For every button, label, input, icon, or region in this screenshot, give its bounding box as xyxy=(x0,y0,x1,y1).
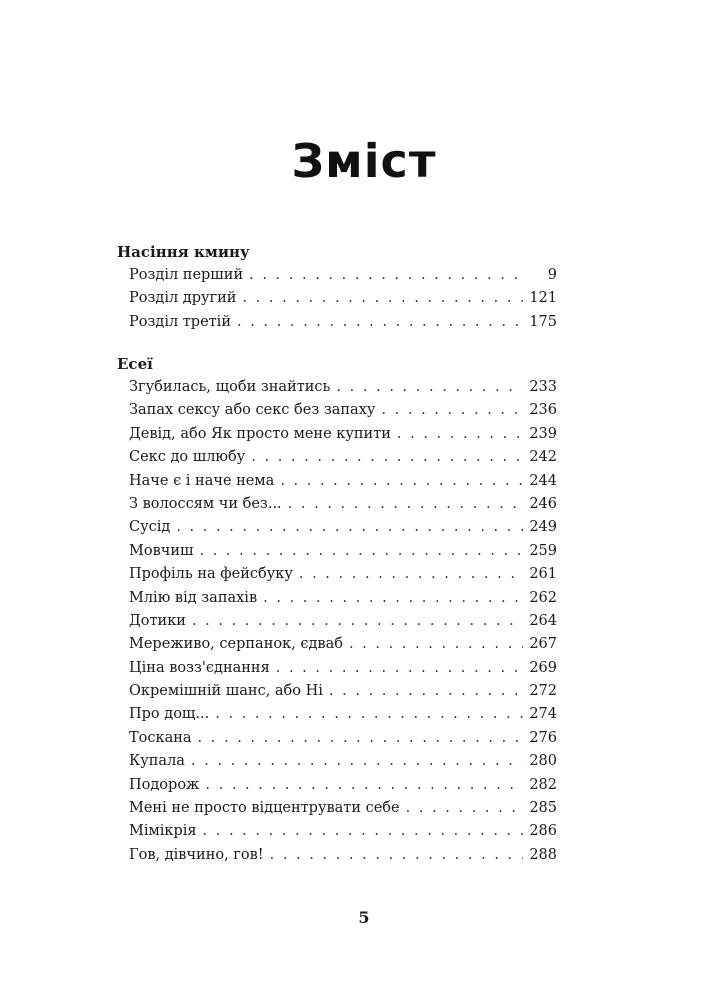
entry-title: Окремішній шанс, або Ні xyxy=(129,683,323,700)
entry-page: 285 xyxy=(529,800,557,817)
toc-entry xyxy=(129,376,557,399)
entry-page: 249 xyxy=(529,519,557,536)
page-number: 5 xyxy=(358,908,370,927)
entry-page: 262 xyxy=(529,589,557,606)
entry-title: Сусід xyxy=(129,519,171,536)
toc-entry xyxy=(129,774,557,797)
toc-entry xyxy=(129,516,557,539)
toc-entry xyxy=(129,750,557,773)
dot-leader xyxy=(263,587,523,610)
toc-entry xyxy=(129,399,557,422)
dot-leader xyxy=(280,470,523,493)
dot-leader xyxy=(176,516,523,539)
entry-title: Тоскана xyxy=(129,729,192,746)
entry-title: Мовчиш xyxy=(129,542,194,559)
entry-page: 286 xyxy=(529,823,557,840)
dot-leader xyxy=(198,727,523,750)
dot-leader xyxy=(299,563,523,586)
entry-page: 246 xyxy=(529,495,557,512)
dot-leader xyxy=(397,423,523,446)
entry-page: 259 xyxy=(529,542,557,559)
toc-entry xyxy=(129,680,557,703)
entry-page: 269 xyxy=(529,659,557,676)
dot-leader xyxy=(205,774,523,797)
entry-title: Мімікрія xyxy=(129,823,197,840)
toc-entry xyxy=(129,633,557,656)
entry-title: Згубилась, щоби знайтись xyxy=(129,379,331,395)
section-heading: Есеї xyxy=(117,355,153,373)
dot-leader xyxy=(249,264,523,287)
section-heading: Насіння кмину xyxy=(117,243,250,261)
dot-leader xyxy=(203,820,523,843)
toc-entry xyxy=(129,703,557,726)
entry-page: 261 xyxy=(529,566,557,583)
entry-page: 233 xyxy=(529,379,557,395)
entry-title: Наче є і наче нема xyxy=(129,472,275,489)
dot-leader xyxy=(199,540,523,563)
dot-leader xyxy=(242,287,523,310)
dot-leader xyxy=(192,610,523,633)
dot-leader xyxy=(349,633,523,656)
toc-entry xyxy=(129,844,557,867)
entry-title: Про дощ... xyxy=(129,706,210,723)
toc-entry xyxy=(129,820,557,843)
entry-title: Дотики xyxy=(129,612,186,629)
toc-entry xyxy=(129,610,557,633)
entry-title: Розділ перший xyxy=(129,267,244,283)
entry-title: Секс до шлюбу xyxy=(129,449,246,466)
toc-entry xyxy=(129,587,557,610)
toc-entry xyxy=(129,446,557,469)
entry-page: 267 xyxy=(529,636,557,653)
entry-title: Девід, або Як просто мене купити xyxy=(129,425,391,442)
entry-title: Мені не просто відцентрувати себе xyxy=(129,800,400,817)
toc-section-esei xyxy=(117,352,557,867)
toc-entry xyxy=(129,264,557,287)
entry-page: 274 xyxy=(529,706,557,723)
entry-title: Ціна возз'єднання xyxy=(129,659,270,676)
dot-leader xyxy=(215,703,523,726)
entry-page: 121 xyxy=(529,290,557,307)
toc-entry xyxy=(129,311,557,334)
entry-page: 242 xyxy=(529,449,557,466)
entry-page: 280 xyxy=(529,753,557,770)
toc-entry xyxy=(129,797,557,820)
entry-title: Мереживо, серпанок, єдваб xyxy=(129,636,343,653)
entry-title: Розділ третій xyxy=(129,313,231,330)
entry-title: Гов, дівчино, гов! xyxy=(129,846,264,863)
toc-entry xyxy=(129,563,557,586)
entry-title: Запах сексу або секс без запаху xyxy=(129,402,376,419)
dot-leader xyxy=(191,750,523,773)
dot-leader xyxy=(406,797,523,820)
dot-leader xyxy=(276,657,523,680)
dot-leader xyxy=(336,376,523,399)
dot-leader xyxy=(381,399,523,422)
dot-leader xyxy=(329,680,523,703)
entry-page: 282 xyxy=(529,776,557,793)
entry-title: Подорож xyxy=(129,776,200,793)
entry-title: Профіль на фейсбуку xyxy=(129,566,293,583)
entry-title: Млію від запахів xyxy=(129,589,258,606)
entry-page: 244 xyxy=(529,472,557,489)
entry-page: 288 xyxy=(529,846,557,863)
toc-entry xyxy=(129,493,557,516)
toc-entry xyxy=(129,470,557,493)
entry-page: 239 xyxy=(529,425,557,442)
toc-section-nasinnia-kmynu xyxy=(117,240,557,334)
toc-entry xyxy=(129,540,557,563)
page-title: Зміст xyxy=(291,134,437,188)
entry-page: 276 xyxy=(529,729,557,746)
dot-leader xyxy=(270,844,523,867)
entry-page: 272 xyxy=(529,683,557,700)
dot-leader xyxy=(237,311,523,334)
entry-page: 264 xyxy=(529,612,557,629)
toc-entry xyxy=(129,423,557,446)
entry-page: 236 xyxy=(529,402,557,419)
entry-title: Розділ другий xyxy=(129,290,237,307)
toc-entry xyxy=(129,287,557,310)
dot-leader xyxy=(288,493,523,516)
entry-title: Купала xyxy=(129,753,185,770)
entry-page: 175 xyxy=(529,313,557,330)
entry-title: З волоссям чи без... xyxy=(129,495,282,512)
toc-entry xyxy=(129,657,557,680)
toc-entry xyxy=(129,727,557,750)
entry-page: 9 xyxy=(547,267,557,283)
dot-leader xyxy=(251,446,523,469)
